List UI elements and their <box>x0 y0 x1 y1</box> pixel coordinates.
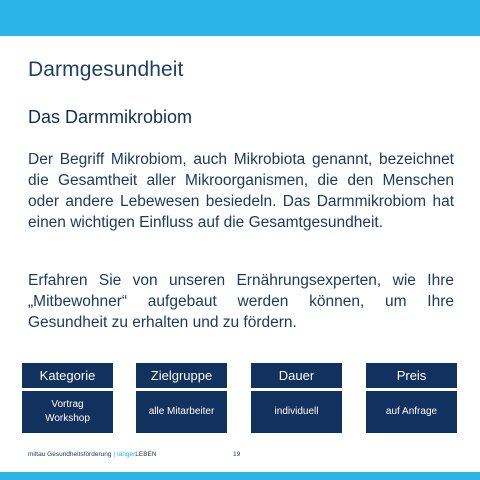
card-value-kategorie: Vortrag Workshop <box>22 391 113 433</box>
card-kategorie <box>22 363 113 433</box>
experts-paragraph: Erfahren Sie von unseren Ernährungsexperten, wie Ihre „Mitbewohner“ aufgebaut werden können, um Ihre Gesundheit zu erhalten und zu fördern. <box>28 272 454 331</box>
card-dauer <box>251 363 342 433</box>
footer-brand-light: länger <box>117 451 136 458</box>
footer-org: miltau Gesundheitsförderung <box>28 451 112 458</box>
card-header-dauer: Dauer <box>251 363 342 388</box>
page-number: 19 <box>233 451 241 458</box>
top-accent-bar <box>0 0 480 36</box>
bottom-accent-bar <box>0 472 480 480</box>
footer-brand-bold: LEBEN <box>135 451 157 458</box>
footer-separator: | <box>113 451 116 458</box>
section-heading: Das Darmmikrobiom <box>28 107 193 127</box>
card-header-zielgruppe: Zielgruppe <box>136 363 227 388</box>
card-zielgruppe <box>136 363 227 433</box>
card-header-preis: Preis <box>366 363 457 388</box>
intro-paragraph: Der Begriff Mikrobiom, auch Mikrobiota genannt, bezeichnet die Gesamtheit aller Mikroorganismen, die den Menschen oder andere Lebewesen besiedeln. Das Darmmikrobiom hat einen wichtigen Einfluss auf die Gesamtgesundheit. <box>28 151 454 231</box>
card-value-preis: auf Anfrage <box>366 391 457 433</box>
info-cards <box>20 363 460 433</box>
card-value-zielgruppe: alle Mitarbeiter <box>136 391 227 433</box>
card-value-dauer: individuell <box>251 391 342 433</box>
card-preis <box>366 363 457 433</box>
page-title: Darmgesundheit <box>28 58 184 81</box>
footer <box>28 451 157 458</box>
card-header-kategorie: Kategorie <box>22 363 113 388</box>
